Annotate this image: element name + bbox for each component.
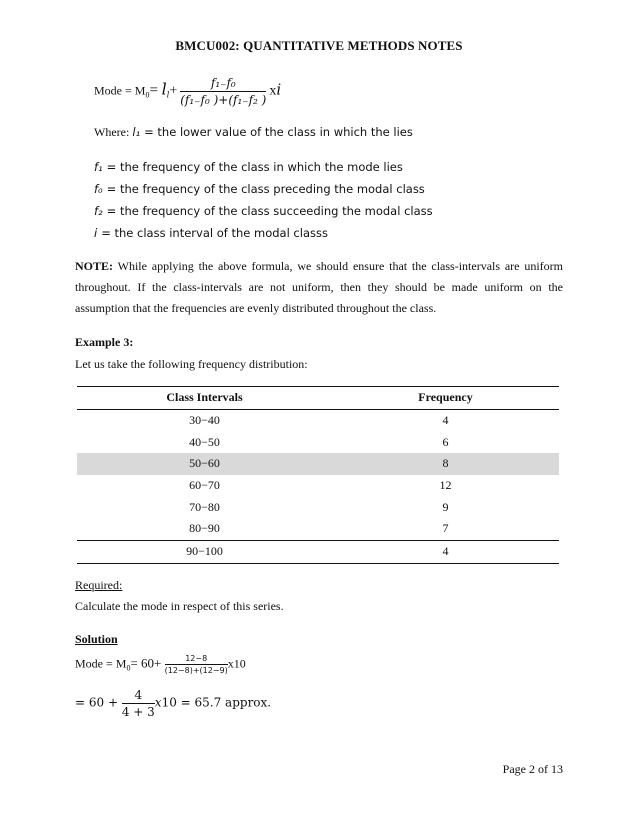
where-symbol: l₁ bbox=[132, 125, 141, 139]
frequency-table bbox=[77, 386, 559, 564]
table-row bbox=[77, 540, 559, 563]
solution-eq: = 60+ bbox=[130, 655, 165, 671]
table-header-row bbox=[77, 387, 559, 410]
example-heading: Example 3: bbox=[75, 335, 134, 349]
where-line-1 bbox=[94, 158, 403, 176]
solution-line2-fraction bbox=[122, 688, 155, 719]
formula-suffix-i: i bbox=[276, 80, 282, 99]
cell-class-interval: 30−40 bbox=[189, 413, 220, 428]
cell-class-interval: 50−60 bbox=[77, 453, 332, 475]
note-label: NOTE: bbox=[75, 259, 114, 273]
page-number: Page 2 of 13 bbox=[502, 762, 563, 776]
solution-heading: Solution bbox=[75, 632, 118, 646]
solution-line2-prefix: = 60 + bbox=[75, 695, 122, 710]
solution-line-1 bbox=[75, 654, 246, 675]
cell-frequency: 4 bbox=[442, 413, 449, 428]
cell-frequency: 7 bbox=[442, 521, 449, 536]
solution-line2-denominator: 4 + 3 bbox=[121, 705, 155, 719]
table-row bbox=[77, 496, 559, 518]
formula-l: l bbox=[161, 79, 167, 99]
solution-line2-x: x bbox=[154, 695, 162, 710]
cell-class-interval: 80−90 bbox=[189, 521, 220, 536]
formula-prefix-sub: 0 bbox=[145, 90, 150, 100]
solution-fraction bbox=[165, 654, 228, 675]
where-line-0 bbox=[94, 123, 413, 141]
where-text: = the class interval of the modal classs bbox=[101, 226, 328, 240]
where-symbol: f₂ bbox=[94, 204, 103, 218]
formula-plus: + bbox=[169, 83, 178, 99]
table-row-modal-class bbox=[77, 453, 559, 475]
cell-frequency: 6 bbox=[442, 434, 449, 449]
note-text: While applying the above formula, we should ensure that the class-intervals are uniform throughout. If the class-intervals are not uniform, then they should be made uniform on the assumption that the frequencies are evenly distributed throughout the class. bbox=[75, 259, 563, 315]
table-row bbox=[77, 475, 559, 497]
formula-prefix: Mode = M bbox=[94, 83, 146, 98]
where-symbol: i bbox=[94, 226, 98, 240]
formula-suffix-x: x bbox=[269, 83, 277, 99]
cell-frequency: 8 bbox=[332, 453, 559, 475]
table-row bbox=[77, 409, 559, 431]
header-frequency: Frequency bbox=[418, 390, 473, 405]
solution-prefix: Mode = M bbox=[75, 656, 127, 671]
page-header-title: BMCU002: QUANTITATIVE METHODS NOTES bbox=[175, 38, 463, 53]
where-line-3 bbox=[94, 202, 433, 220]
header-class-intervals: Class Intervals bbox=[166, 390, 243, 405]
note-paragraph bbox=[75, 256, 563, 319]
formula-equals: = bbox=[149, 82, 162, 99]
formula-denominator: (f₁₋f₀ )+(f₁₋f₂ ) bbox=[180, 93, 267, 107]
solution-line2-numerator: 4 bbox=[122, 688, 155, 704]
cell-frequency: 4 bbox=[442, 544, 449, 559]
where-label: Where: bbox=[94, 125, 133, 139]
solution-prefix-sub: 0 bbox=[126, 663, 131, 673]
where-symbol: f₀ bbox=[94, 182, 103, 196]
example-intro: Let us take the following frequency distribution: bbox=[75, 357, 308, 371]
where-text: = the frequency of the class preceding the modal class bbox=[106, 182, 425, 196]
cell-frequency: 9 bbox=[442, 499, 449, 514]
solution-denominator: (12−8)+(12−9) bbox=[164, 666, 228, 675]
mode-formula bbox=[94, 76, 281, 107]
table-row bbox=[77, 431, 559, 453]
required-text: Calculate the mode in respect of this series. bbox=[75, 599, 284, 613]
required-heading: Required: bbox=[75, 578, 123, 592]
formula-l-sub: l bbox=[166, 90, 170, 100]
where-text: = the frequency of the class in which the mode lies bbox=[106, 160, 403, 174]
table-row bbox=[77, 518, 559, 540]
formula-fraction bbox=[180, 76, 266, 107]
cell-class-interval: 40−50 bbox=[189, 434, 220, 449]
where-symbol: f₁ bbox=[94, 160, 103, 174]
solution-line-2 bbox=[75, 688, 271, 719]
where-line-2 bbox=[94, 180, 425, 198]
solution-numerator: 12−8 bbox=[165, 654, 228, 665]
cell-class-interval: 90−100 bbox=[186, 544, 223, 559]
solution-suffix: x10 bbox=[227, 656, 246, 671]
formula-numerator: f₁₋f₀ bbox=[180, 76, 266, 92]
where-line-4 bbox=[94, 224, 328, 242]
where-text: = the lower value of the class in which the lies bbox=[144, 125, 413, 139]
where-text: = the frequency of the class succeeding the modal class bbox=[106, 204, 433, 218]
cell-frequency: 12 bbox=[439, 478, 452, 493]
cell-class-interval: 70−80 bbox=[189, 499, 220, 514]
cell-class-interval: 60−70 bbox=[189, 478, 220, 493]
solution-line2-suffix: 10 = 65.7 approx. bbox=[161, 695, 272, 710]
